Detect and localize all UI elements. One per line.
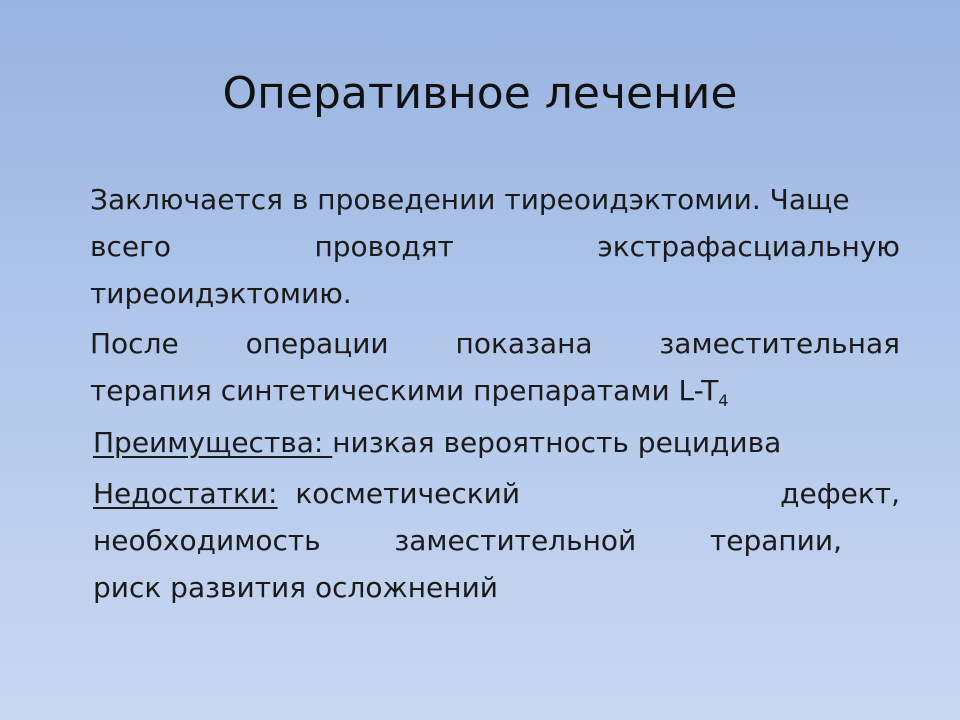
p1-word: всего — [90, 230, 171, 263]
paragraph-4-line-2 — [93, 517, 900, 564]
disadvantages-label: Недостатки: — [93, 477, 278, 510]
p4-word: терапии, — [709, 524, 842, 557]
advantages-label: Преимущества: — [93, 426, 333, 459]
paragraph-1-line-2 — [90, 223, 900, 270]
paragraph-4-line-3 — [93, 564, 900, 611]
paragraph-replacement-therapy — [90, 320, 900, 414]
p2-line-2-text: терапия синтетическими препаратами L-T — [90, 374, 719, 407]
paragraph-surgery-description — [90, 176, 900, 317]
p2-word: заместительная — [659, 327, 900, 360]
paragraph-advantages — [93, 419, 903, 466]
paragraph-4-line-1 — [93, 470, 900, 517]
paragraph-2-line-1 — [90, 320, 900, 367]
p3-line — [93, 419, 781, 466]
p1-word: проводят — [314, 230, 454, 263]
p2-word: показана — [455, 327, 593, 360]
p2-word: операции — [245, 327, 389, 360]
p2-line-2 — [90, 367, 728, 414]
paragraph-3-line-1 — [93, 419, 903, 466]
p4-line-3-text: риск развития осложнений — [93, 571, 498, 604]
paragraph-disadvantages — [93, 470, 900, 611]
advantages-text: низкая вероятность рецидива — [332, 426, 782, 459]
p1-word: экстрафасциальную — [597, 230, 900, 263]
p4-line-1-start — [93, 470, 520, 517]
p1-line-3-text: тиреоидэктомию. — [90, 277, 352, 310]
paragraph-2-line-2 — [90, 367, 900, 414]
p2-subscript: 4 — [718, 391, 729, 410]
p4-word: необходимость — [93, 524, 321, 557]
paragraph-1-line-3 — [90, 270, 900, 317]
p4-word: дефект, — [780, 477, 900, 510]
p4-word: заместительной — [394, 524, 637, 557]
p1-line-1-text: Заключается в проведении тиреоидэктомии. Чаще — [90, 183, 850, 216]
p4-word: косметический — [295, 477, 521, 510]
paragraph-1-line-1 — [90, 176, 900, 223]
slide-title: Оперативное лечение — [222, 68, 738, 119]
p2-word: После — [90, 327, 179, 360]
